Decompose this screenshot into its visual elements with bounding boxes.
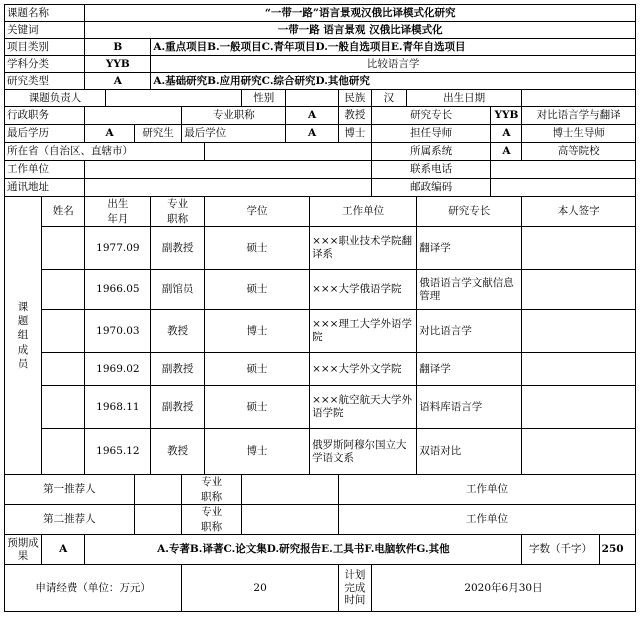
system-label: 所属系统 xyxy=(371,143,491,161)
member-unit: ×××大学外文学院 xyxy=(310,353,417,386)
member-unit: ×××航空航天大学外语学院 xyxy=(310,386,417,429)
completion-label: 计划完成时间 xyxy=(338,565,371,612)
header-birth-line1: 出生 xyxy=(107,198,129,211)
member-title: 副馆员 xyxy=(151,270,205,310)
second-recommender-title-value xyxy=(242,505,339,535)
category-options: A.重点项目B.一般项目C.青年项目D.一般自选项目E.青年自选项目 xyxy=(151,39,636,56)
members-group-char: 组 xyxy=(17,329,29,342)
member-row xyxy=(5,353,636,386)
member-name xyxy=(42,429,85,475)
member-unit: 俄罗斯阿穆尔国立大学语文系 xyxy=(310,429,417,475)
title-value: A xyxy=(286,107,339,125)
application-form xyxy=(4,4,636,612)
member-degree: 硕士 xyxy=(204,353,309,386)
address-label: 通讯地址 xyxy=(5,179,85,197)
member-degree: 硕士 xyxy=(204,227,309,270)
member-birth: 1977.09 xyxy=(85,227,151,270)
header-specialty: 研究专长 xyxy=(417,197,522,227)
words-value: 250 xyxy=(599,535,635,565)
results-options: A.专著B.译著C.论文集D.研究报告E.工具书F.电脑软件G.其他 xyxy=(85,535,522,565)
title-line1: 专业 xyxy=(201,506,223,519)
second-recommender-unit-label: 工作单位 xyxy=(338,505,635,535)
postcode-label: 邮政编码 xyxy=(371,179,491,197)
member-signature xyxy=(522,270,636,310)
header-birth-line2: 年月 xyxy=(107,212,129,225)
second-recommender-title-label xyxy=(182,505,242,535)
member-name xyxy=(42,227,85,270)
member-signature xyxy=(522,227,636,270)
first-recommender-label: 第一推荐人 xyxy=(5,475,135,505)
header-title-line2: 职称 xyxy=(167,212,189,225)
member-row xyxy=(5,227,636,270)
member-birth: 1968.11 xyxy=(85,386,151,429)
address-value xyxy=(85,179,372,197)
member-row xyxy=(5,429,636,475)
title-line2: 职称 xyxy=(201,490,223,503)
keywords-label: 关键词 xyxy=(5,22,85,39)
member-degree: 博士 xyxy=(204,310,309,353)
member-name xyxy=(42,386,85,429)
degree-edu-label: 最后学历 xyxy=(5,125,85,143)
degree-edu-value: A xyxy=(85,125,134,143)
category-label: 项目类别 xyxy=(5,39,85,56)
recommender-row xyxy=(5,505,636,535)
header-degree: 学位 xyxy=(204,197,309,227)
system-name: 高等院校 xyxy=(522,143,636,161)
ethnicity-label: 民族 xyxy=(338,90,371,107)
member-name xyxy=(42,353,85,386)
member-specialty: 俄语语言学文献信息管理 xyxy=(417,270,522,310)
members-group-char: 题 xyxy=(17,315,29,328)
completion-value: 2020年6月30日 xyxy=(371,565,635,612)
member-specialty: 翻译学 xyxy=(417,227,522,270)
last-degree-name: 博士 xyxy=(338,125,371,143)
member-degree: 硕士 xyxy=(204,386,309,429)
phone-label: 联系电话 xyxy=(371,161,491,179)
first-recommender-name xyxy=(134,475,181,505)
gender-label: 性别 xyxy=(242,90,286,107)
member-name xyxy=(42,310,85,353)
member-specialty: 翻译学 xyxy=(417,353,522,386)
postcode-value xyxy=(491,179,636,197)
first-recommender-unit-label: 工作单位 xyxy=(338,475,635,505)
member-title: 教授 xyxy=(151,310,205,353)
research-type-options: A.基础研究B.应用研究C.综合研究D.其他研究 xyxy=(151,73,636,90)
header-birth xyxy=(85,197,151,227)
member-title: 副教授 xyxy=(151,227,205,270)
member-degree: 博士 xyxy=(204,429,309,475)
admin-label: 行政职务 xyxy=(5,107,85,125)
recommender-row xyxy=(5,475,636,505)
members-group-char: 课 xyxy=(17,301,29,314)
member-signature xyxy=(522,386,636,429)
member-unit: ×××理工大学外语学院 xyxy=(310,310,417,353)
gender-value xyxy=(286,90,339,107)
province-value xyxy=(204,143,371,161)
birth-label: 出生日期 xyxy=(406,90,521,107)
leader-name-cell xyxy=(106,90,242,107)
birth-value xyxy=(522,90,636,107)
member-birth: 1966.05 xyxy=(85,270,151,310)
member-title: 副教授 xyxy=(151,386,205,429)
ethnicity-value: 汉 xyxy=(371,90,406,107)
member-specialty: 语料库语言学 xyxy=(417,386,522,429)
header-signature: 本人签字 xyxy=(522,197,636,227)
supervisor-value: A xyxy=(491,125,522,143)
phone-value xyxy=(491,161,636,179)
header-title xyxy=(151,197,205,227)
first-recommender-title-label xyxy=(182,475,242,505)
leader-label: 课题负责人 xyxy=(5,90,106,107)
budget-value: 20 xyxy=(182,565,339,612)
discipline-code: YYB xyxy=(85,56,151,73)
member-unit: ×××大学俄语学院 xyxy=(310,270,417,310)
member-title: 副教授 xyxy=(151,353,205,386)
member-name xyxy=(42,270,85,310)
work-unit-value xyxy=(85,161,372,179)
title-label: 专业职称 xyxy=(182,107,286,125)
member-row xyxy=(5,270,636,310)
title-line2: 职称 xyxy=(201,520,223,533)
member-unit: ×××职业技术学院翻译系 xyxy=(310,227,417,270)
member-signature xyxy=(522,310,636,353)
project-name-value: “一带一路”语言景观汉俄比译模式化研究 xyxy=(85,5,636,22)
header-unit: 工作单位 xyxy=(310,197,417,227)
last-degree-value: A xyxy=(286,125,339,143)
supervisor-label: 担任导师 xyxy=(371,125,491,143)
member-title: 教授 xyxy=(151,429,205,475)
member-birth: 1965.12 xyxy=(85,429,151,475)
title-line1: 专业 xyxy=(201,476,223,489)
supervisor-name: 博士生导师 xyxy=(522,125,636,143)
last-degree-label: 最后学位 xyxy=(182,125,286,143)
member-row xyxy=(5,310,636,353)
research-type-value: A xyxy=(85,73,151,90)
results-value: A xyxy=(42,535,85,565)
title-name: 教授 xyxy=(338,107,371,125)
members-group-char: 员 xyxy=(17,357,29,370)
research-type-label: 研究类型 xyxy=(5,73,85,90)
members-group-label xyxy=(5,197,42,475)
second-recommender-name xyxy=(134,505,181,535)
words-label: 字数（千字） xyxy=(522,535,599,565)
member-specialty: 双语对比 xyxy=(417,429,522,475)
discipline-label: 学科分类 xyxy=(5,56,85,73)
results-label: 预期成果 xyxy=(5,535,42,565)
system-value: A xyxy=(491,143,522,161)
member-birth: 1969.02 xyxy=(85,353,151,386)
specialty-value: 对比语言学与翻译 xyxy=(522,107,636,125)
category-value: B xyxy=(85,39,151,56)
budget-label: 申请经费（单位：万元） xyxy=(5,565,182,612)
header-title-line1: 专业 xyxy=(167,198,189,211)
degree-edu-name: 研究生 xyxy=(134,125,181,143)
specialty-code: YYB xyxy=(491,107,522,125)
member-signature xyxy=(522,429,636,475)
members-group-char: 成 xyxy=(17,343,29,356)
member-specialty: 对比语言学 xyxy=(417,310,522,353)
specialty-label: 研究专长 xyxy=(371,107,491,125)
header-name: 姓名 xyxy=(42,197,85,227)
first-recommender-title-value xyxy=(242,475,339,505)
discipline-name: 比较语言学 xyxy=(151,56,636,73)
province-label: 所在省（自治区、直辖市） xyxy=(5,143,205,161)
work-unit-label: 工作单位 xyxy=(5,161,85,179)
member-birth: 1970.03 xyxy=(85,310,151,353)
member-row xyxy=(5,386,636,429)
member-signature xyxy=(522,353,636,386)
keywords-value: 一带一路 语言景观 汉俄比译模式化 xyxy=(85,22,636,39)
second-recommender-label: 第二推荐人 xyxy=(5,505,135,535)
member-degree: 硕士 xyxy=(204,270,309,310)
admin-value xyxy=(85,107,182,125)
project-name-label: 课题名称 xyxy=(5,5,85,22)
